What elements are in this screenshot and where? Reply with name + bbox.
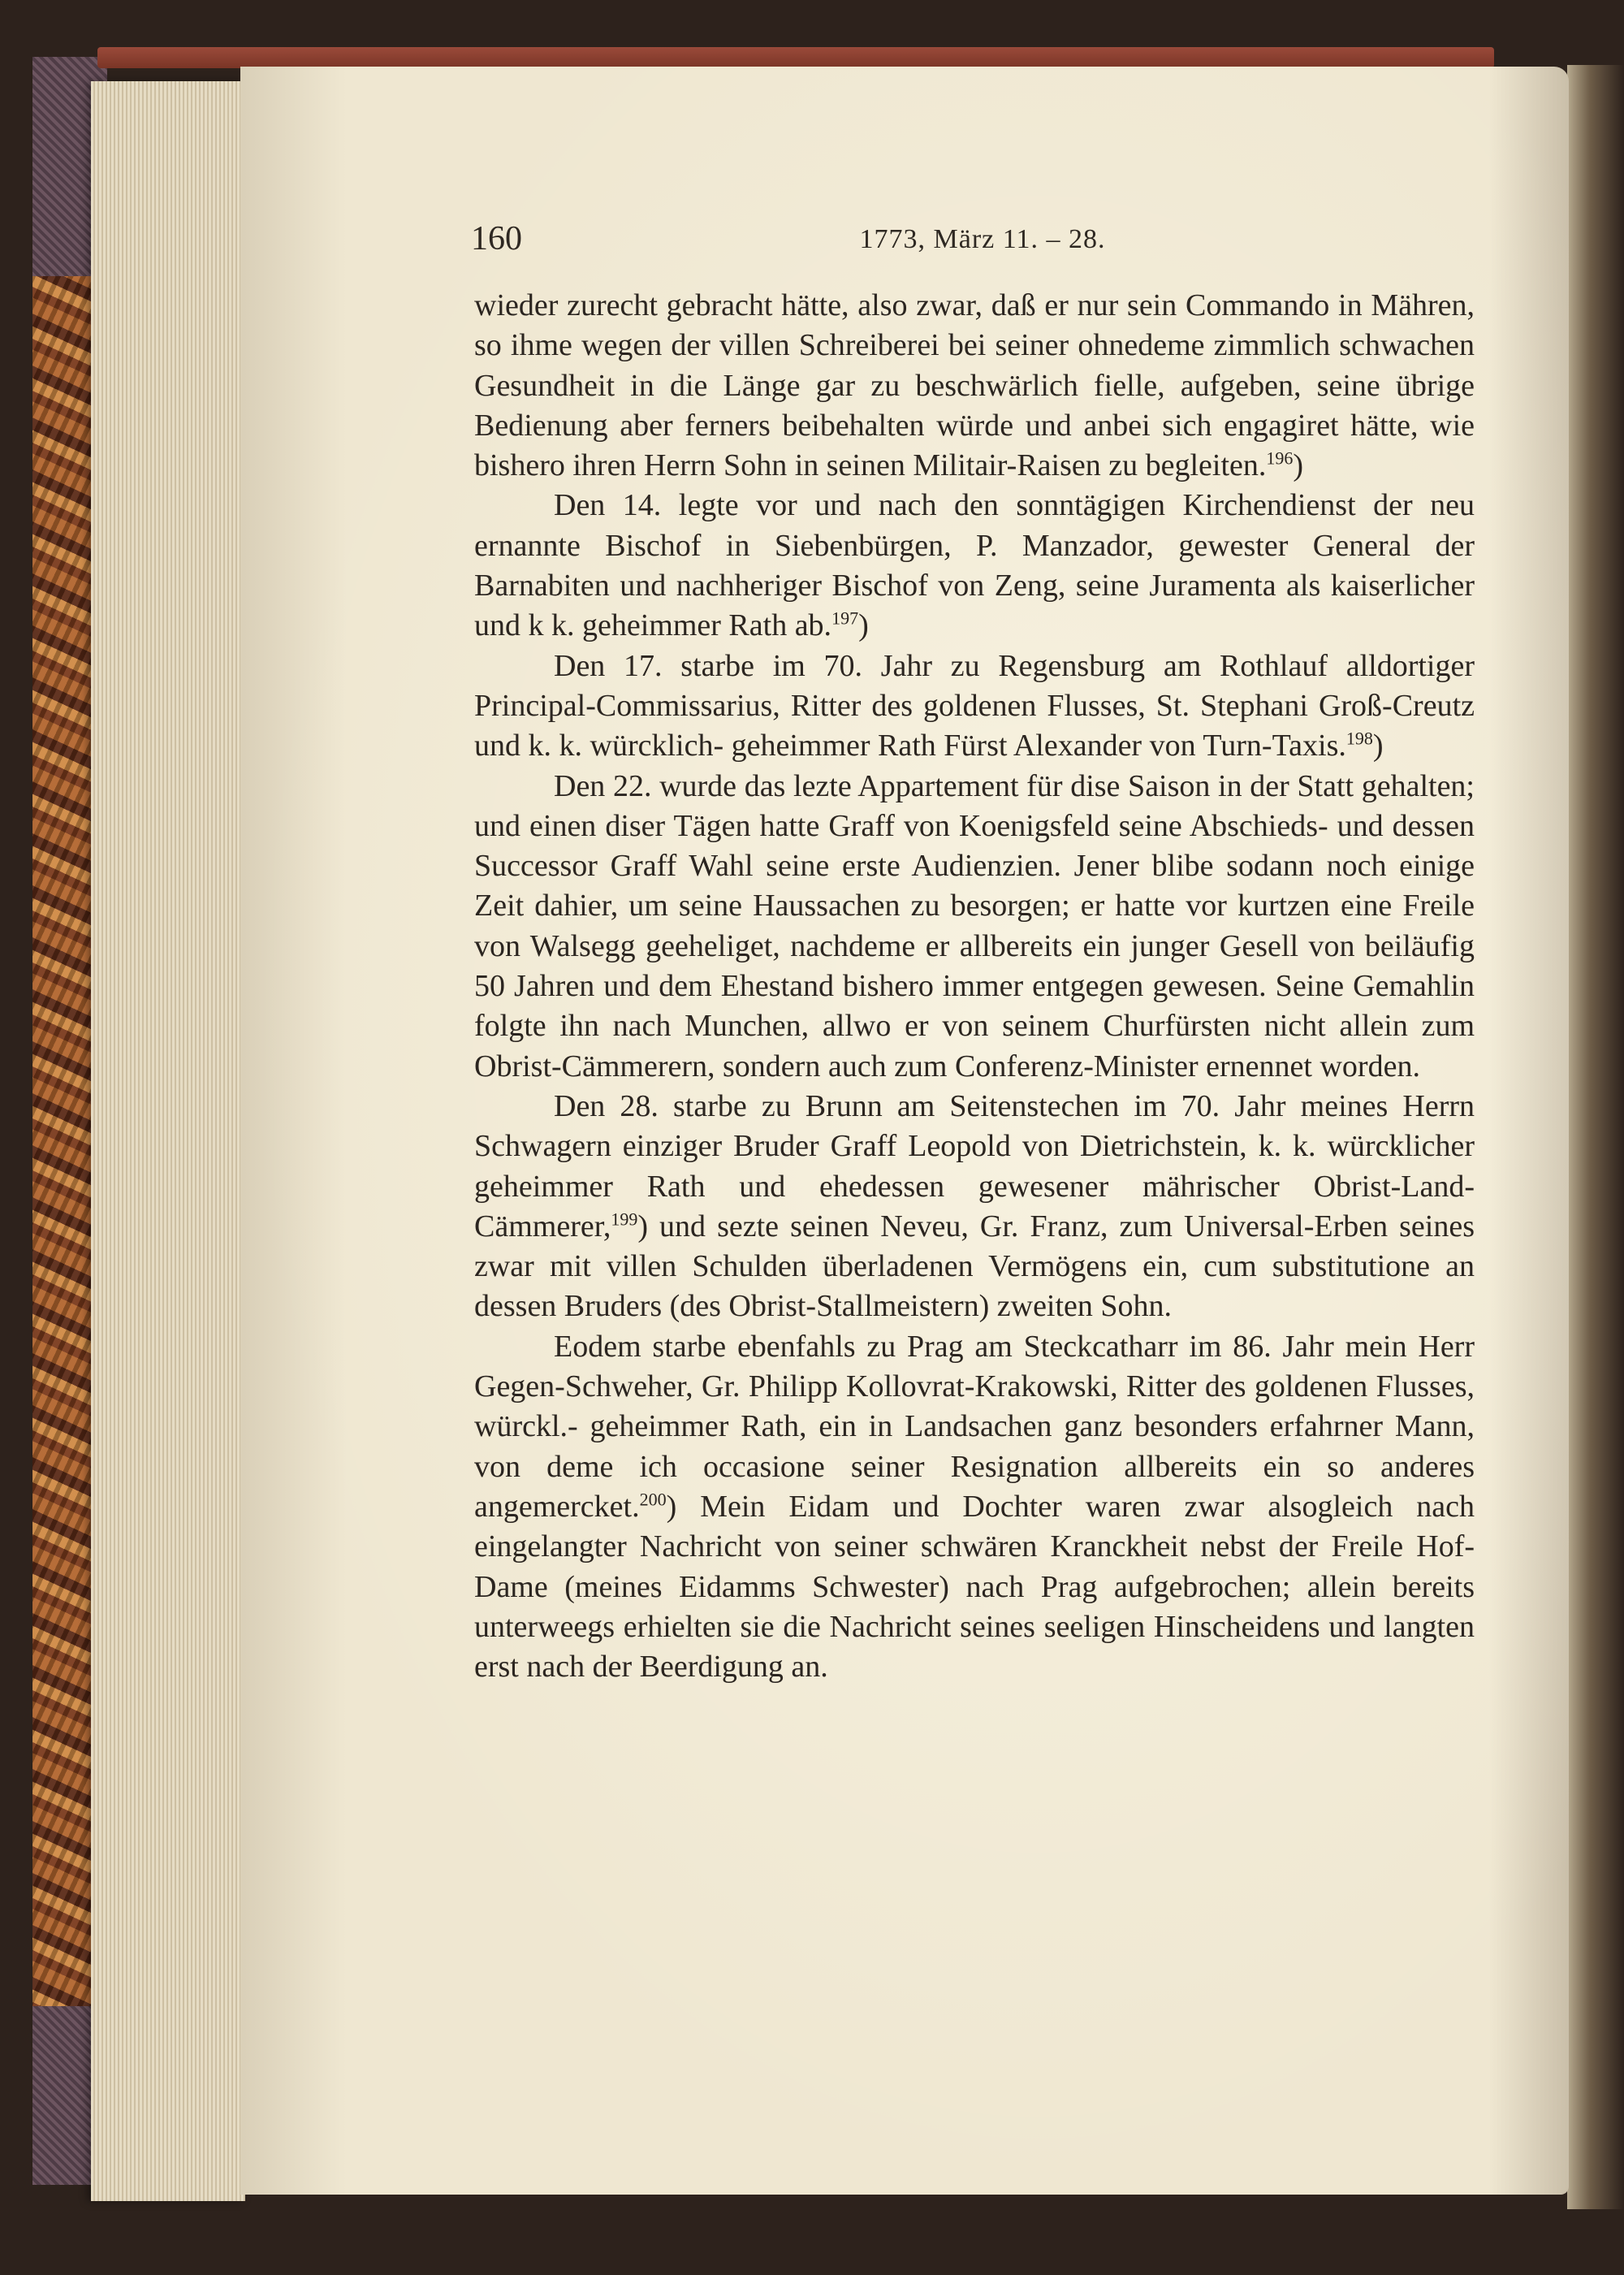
text-run: Den 22. wurde das lezte Appartement für dise Saison in der Statt gehalten; und einen diser Tägen hatte Graff von Koenigsfeld seine Abschieds- und dessen Successor Graff Wahl seine erste Audienzien. Jener blibe sodann noch einige Zeit dahier, um seine Haussachen zu besorgen; er hatte vor kurtzen eine Freile von Walsegg geeheliget, nachdeme er allbereits ein junger Gesell von beiläufig 50 Jahren und dem Ehestand bishero immer entgegen gewesen. Seine Gemahlin folgte ihn nach Munchen, allwo er von seinem Churfürsten nicht allein zum Obrist-Cämmerern, sondern auch zum Conferenz-Minister ernennet worden.: [474, 768, 1475, 1083]
text-run: ): [858, 608, 869, 643]
page-number: 160: [471, 220, 522, 257]
text-run: wieder zurecht gebracht hätte, also zwar, daß er nur sein Commando in Mähren, so ihme wegen der villen Schreiberei bei seiner ohnedeme zimmlich schwachen Gesundheit in die Länge gar zu beschwärlich fielle, aufgeben, seine übrige Bedienung aber ferners beibehalten würde und anbei sich engagiret hätte, wie bishero ihren Herrn Sohn in seinen Militair-Raisen zu begleiten.: [474, 288, 1475, 483]
body-text: [474, 286, 1475, 1687]
text-run: Den 28. starbe zu Brunn am Seitenstechen im 70. Jahr meines Herrn Schwagern einziger Bruder Graff Leopold von Dietrichstein, k. k. würcklicher geheimmer Rath und ehedessen gewesener mährischer Obrist-Land-Cämmerer,: [474, 1088, 1475, 1243]
paragraph: [474, 767, 1475, 1087]
footnote-marker: 196: [1266, 448, 1294, 469]
paragraph: [474, 647, 1475, 767]
gutter-shadow: [1567, 65, 1624, 2209]
paragraph: [474, 1087, 1475, 1327]
footnote-marker: 200: [639, 1489, 667, 1510]
page-top-edge: [97, 47, 1494, 68]
paragraph: [474, 286, 1475, 486]
footnote-marker: 197: [831, 608, 859, 629]
text-run: Eodem starbe ebenfahls zu Prag am Steckcatharr im 86. Jahr mein Herr Gegen-Schweher, Gr. Philipp Kollovrat-Krakowski, Ritter des goldenen Flusses, würckl.- geheimmer Rath, ein in Landsachen ganz besonders erfahrner Mann, von deme ich occasione seiner Resignation allbereits ein so anderes angemercket.: [474, 1329, 1475, 1524]
text-run: Den 17. starbe im 70. Jahr zu Regensburg am Rothlauf alldortiger Principal-Commissarius, Ritter des goldenen Flusses, St. Stephani Groß-Creutz und k. k. würcklich- geheimmer Rath Fürst Alexander von Turn-Taxis.: [474, 648, 1475, 763]
page-stack-edge: [91, 81, 245, 2201]
text-run: Den 14. legte vor und nach den sonntägigen Kirchendienst der neu ernannte Bischof in Siebenbürgen, P. Manzador, gewester General der Barnabiten und nachheriger Bischof von Zeng, seine Juramenta als kaiserlicher und k k. geheimmer Rath ab.: [474, 488, 1475, 643]
paragraph: [474, 1327, 1475, 1688]
text-run: ): [1372, 729, 1384, 763]
paragraph: [474, 486, 1475, 646]
text-run: ) Mein Eidam und Dochter waren zwar alsogleich nach eingelangter Nachricht von seiner schwären Kranckheit nebst der Freile Hof-Dame (meines Eidamms Schwester) nach Prag aufgebrochen; allein bereits unterweegs erhielten sie die Nachricht seines seeligen Hinscheidens und langten erst nach der Beerdigung an.: [474, 1489, 1475, 1685]
footnote-marker: 199: [611, 1209, 638, 1230]
text-run: ) und sezte seinen Neveu, Gr. Franz, zum Universal-Erben seines zwar mit villen Schulden überladenen Vermögens ein, cum substitutione an dessen Bruders (des Obrist-Stallmeistern) zweiten Sohn.: [474, 1209, 1475, 1324]
running-head: 1773, März 11. – 28.: [859, 224, 1106, 254]
page-header: [471, 219, 1494, 268]
footnote-marker: 198: [1345, 728, 1373, 749]
text-run: ): [1293, 448, 1304, 483]
